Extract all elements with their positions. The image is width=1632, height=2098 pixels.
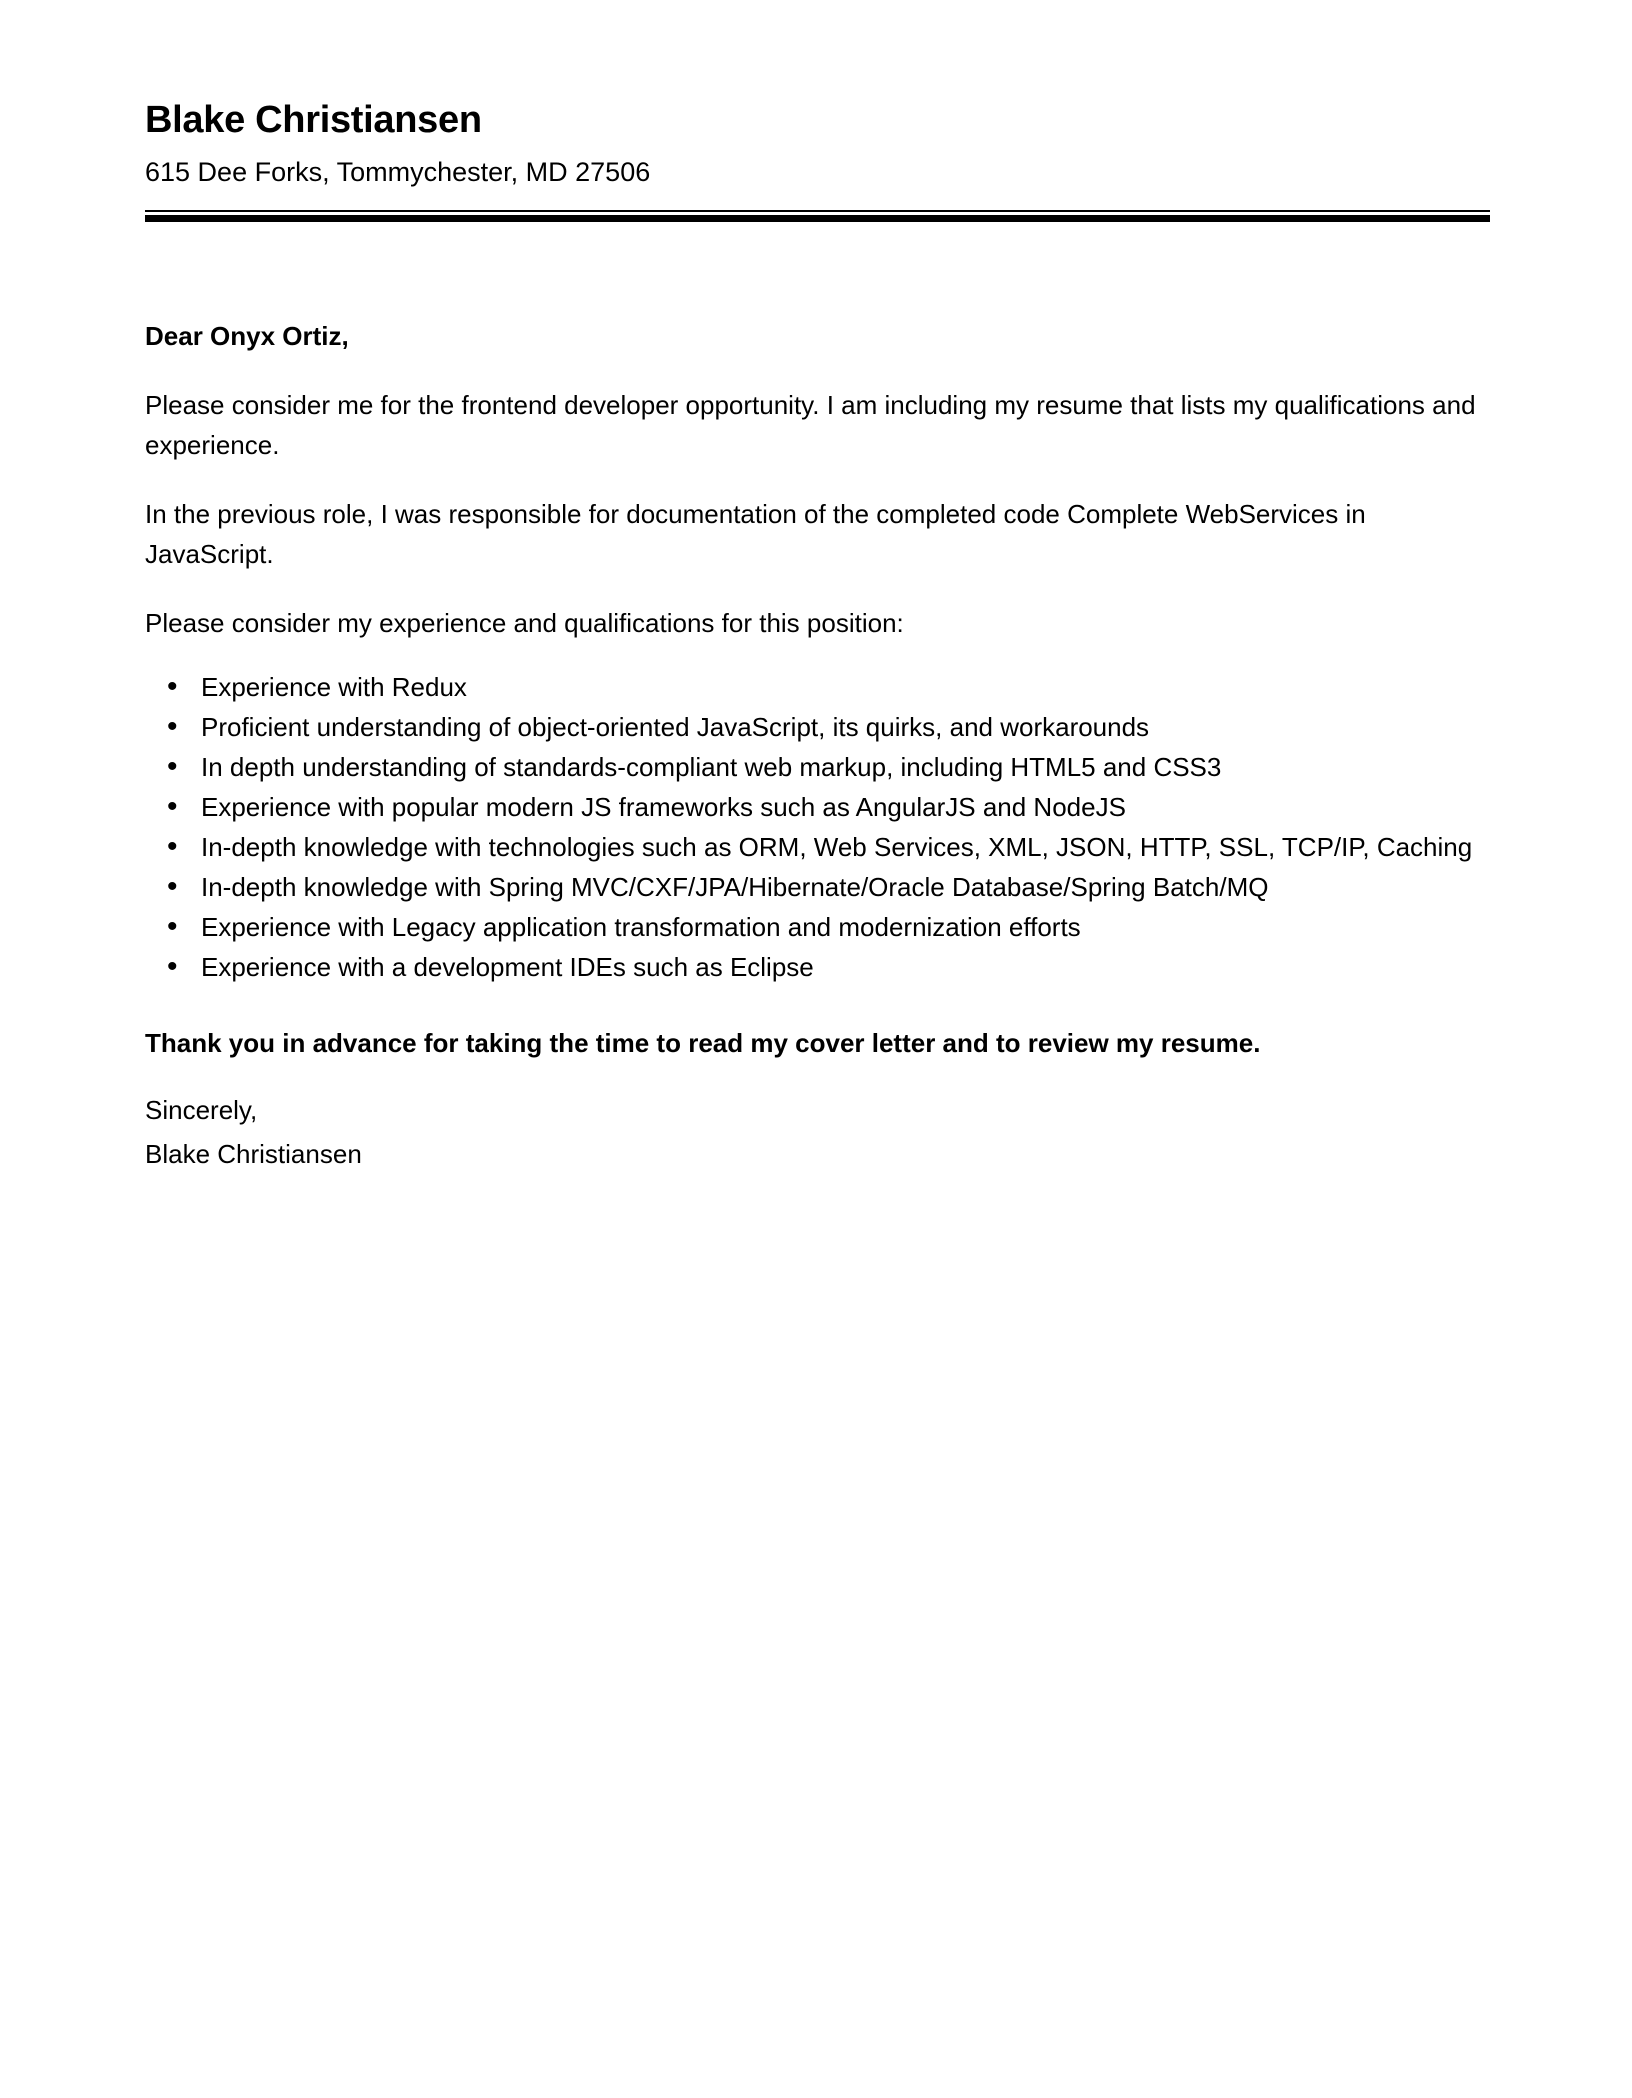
paragraph-intro: Please consider me for the frontend developer opportunity. I am including my resume that lists my qualifications and experience.	[145, 389, 1476, 460]
qualification-item: • Experience with popular modern JS frameworks such as AngularJS and NodeJS	[145, 787, 1490, 827]
sender-address: 615 Dee Forks, Tommychester, MD 27506	[145, 156, 651, 187]
closing-emphasis: Thank you in advance for taking the time to read my cover letter and to review my resume.	[145, 1027, 1261, 1058]
letter-body	[145, 316, 1490, 1174]
paragraph-previous-role: In the previous role, I was responsible for documentation of the completed code Complete WebServices in JavaScript.	[145, 498, 1366, 569]
qualification-item: • In depth understanding of standards-compliant web markup, including HTML5 and CSS3	[145, 747, 1490, 787]
qualification-item: • In-depth knowledge with Spring MVC/CXF/JPA/Hibernate/Oracle Database/Spring Batch/MQ	[145, 867, 1490, 907]
sender-name: Blake Christiansen	[145, 99, 482, 141]
qualification-item: • In-depth knowledge with technologies such as ORM, Web Services, XML, JSON, HTTP, SSL, TCP/IP, Caching	[145, 827, 1490, 867]
letter-header	[145, 98, 1490, 222]
signature-name: Blake Christiansen	[145, 1138, 362, 1169]
qualification-item: • Experience with a development IDEs such as Eclipse	[145, 947, 1490, 987]
qualifications-list	[145, 667, 1490, 987]
qualification-item: • Experience with Legacy application transformation and modernization efforts	[145, 907, 1490, 947]
qualification-item: • Experience with Redux	[145, 667, 1490, 707]
salutation: Dear Onyx Ortiz,	[145, 320, 349, 351]
paragraph-qualifications-lead: Please consider my experience and qualifications for this position:	[145, 607, 904, 638]
header-divider-rule	[145, 210, 1490, 222]
qualification-item: • Proficient understanding of object-oriented JavaScript, its quirks, and workarounds	[145, 707, 1490, 747]
signoff: Sincerely,	[145, 1094, 258, 1125]
